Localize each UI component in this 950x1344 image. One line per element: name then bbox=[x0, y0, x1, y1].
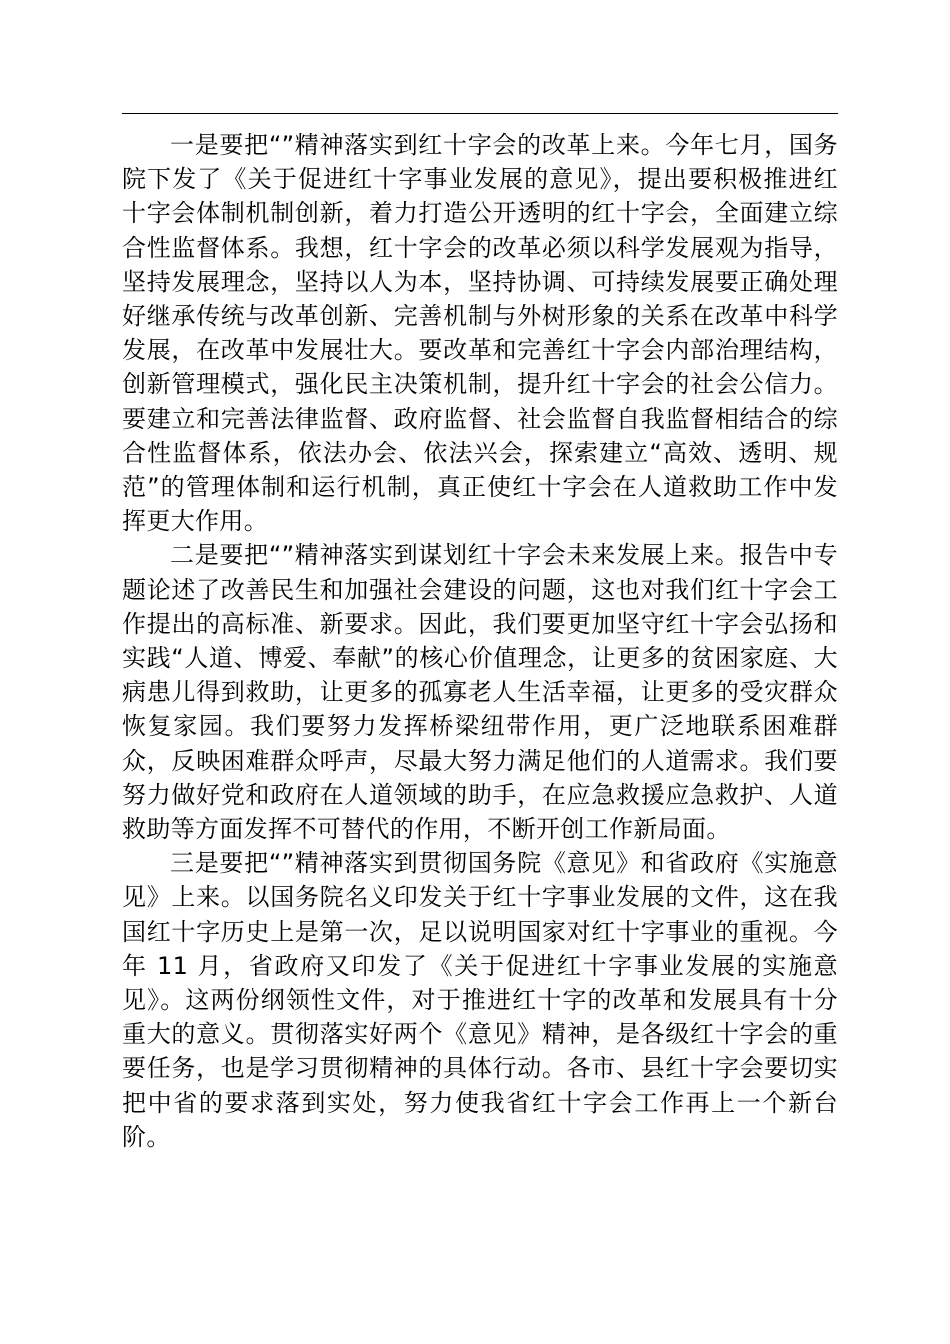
document-body bbox=[122, 128, 838, 1154]
paragraph-3: 三是要把“”精神落实到贯彻国务院《意见》和省政府《实施意见》上来。以国务院名义印发关于红十字事业发展的文件，这在我国红十字历史上是第一次，足以说明国家对红十字事业的重视。今年 11 月，省政府又印发了《关于促进红十字事业发展的实施意见》。这两份纲领性文件，对于推进红十字的改革和发展具有十分重大的意义。贯彻落实好两个《意见》精神，是各级红十字会的重要任务，也是学习贯彻精神的具体行动。各市、县红十字会要切实把中省的要求落到实处，努力使我省红十字会工作再上一个新台阶。 bbox=[122, 849, 838, 1151]
paragraph-1: 一是要把“”精神落实到红十字会的改革上来。今年七月，国务院下发了《关于促进红十字事业发展的意见》，提出要积极推进红十字会体制机制创新，着力打造公开透明的红十字会，全面建立综合性监督体系。我想，红十字会的改革必须以科学发展观为指导，坚持发展理念，坚持以人为本，坚持协调、可持续发展要正确处理好继承传统与改革创新、完善机制与外树形象的关系在改革中科学发展，在改革中发展壮大。要改革和完善红十字会内部治理结构，创新管理模式，强化民主决策机制，提升红十字会的社会公信力。要建立和完善法律监督、政府监督、社会监督自我监督相结合的综合性监督体系，依法办会、依法兴会，探索建立“高效、透明、规范”的管理体制和运行机制，真正使红十字会在人道救助工作中发挥更大作用。 bbox=[122, 131, 838, 536]
header-rule bbox=[122, 113, 838, 114]
paragraph-2: 二是要把“”精神落实到谋划红十字会未来发展上来。报告中专题论述了改善民生和加强社会建设的问题，这也对我们红十字会工作提出的高标准、新要求。因此，我们要更加坚守红十字会弘扬和实践“人道、博爱、奉献”的核心价值理念，让更多的贫困家庭、大病患儿得到救助，让更多的孤寡老人生活幸福，让更多的受灾群众恢复家园。我们要努力发挥桥梁纽带作用，更广泛地联系困难群众，反映困难群众呼声，尽最大努力满足他们的人道需求。我们要努力做好党和政府在人道领域的助手，在应急救援应急救护、人道救助等方面发挥不可替代的作用，不断开创工作新局面。 bbox=[122, 541, 838, 844]
